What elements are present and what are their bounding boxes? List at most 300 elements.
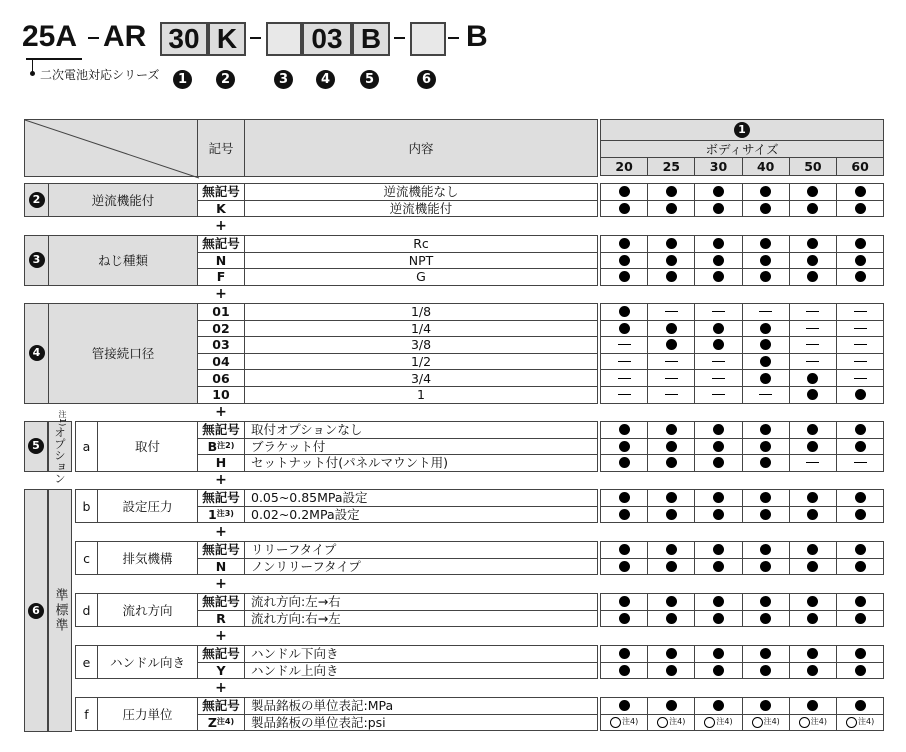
option-vertical-label xyxy=(54,410,66,484)
content-cell: 取付オプションなし xyxy=(244,421,598,439)
not-available-dash-icon xyxy=(665,361,678,362)
available-dot-icon xyxy=(760,203,771,214)
size-cell-40 xyxy=(742,593,790,611)
open-circle-icon xyxy=(846,717,857,728)
available-dot-icon xyxy=(807,441,818,452)
size-cell-60 xyxy=(836,714,884,732)
available-dot-icon xyxy=(713,457,724,468)
size-cell-20 xyxy=(600,268,648,286)
size-cell-60 xyxy=(836,369,884,387)
available-dot-icon xyxy=(855,186,866,197)
code-cell xyxy=(197,353,245,371)
size-cell-25 xyxy=(647,235,695,253)
standard-badge-cell xyxy=(24,489,48,732)
size-cell-40 xyxy=(742,336,790,354)
size-cell-40 xyxy=(742,541,790,559)
not-available-dash-icon xyxy=(806,462,819,463)
not-available-dash-icon xyxy=(712,311,725,312)
size-cell-25 xyxy=(647,645,695,663)
size-cell-20 xyxy=(600,353,648,371)
group-badge-cell xyxy=(24,303,49,404)
available-dot-icon xyxy=(807,509,818,520)
size-cell-20 xyxy=(600,489,648,507)
not-available-dash-icon xyxy=(854,361,867,362)
available-dot-icon xyxy=(619,613,630,624)
size-cell-30 xyxy=(694,714,742,732)
badge-2: 2 xyxy=(216,70,235,89)
size-cell-30 xyxy=(694,645,742,663)
available-dot-icon xyxy=(855,665,866,676)
open-circle-icon xyxy=(752,717,763,728)
available-dot-icon xyxy=(619,700,630,711)
size-cell-20 xyxy=(600,235,648,253)
content-cell: 1 xyxy=(244,386,598,404)
code-cell xyxy=(197,454,245,472)
not-available-dash-icon xyxy=(806,344,819,345)
size-cell-25 xyxy=(647,438,695,456)
not-available-dash-icon xyxy=(759,311,772,312)
available-dot-icon xyxy=(666,509,677,520)
plus-sign: + xyxy=(215,576,227,593)
size-cell-30 xyxy=(694,541,742,559)
available-dot-icon xyxy=(807,203,818,214)
code-cell xyxy=(197,421,245,439)
content-cell: ノンリリーフタイプ xyxy=(244,558,598,576)
available-dot-icon xyxy=(666,424,677,435)
series-label: 二次電池対応シリーズ xyxy=(40,68,160,82)
size-cell-25 xyxy=(647,421,695,439)
available-dot-icon xyxy=(760,613,771,624)
open-circle-icon xyxy=(704,717,715,728)
code-cell xyxy=(197,320,245,338)
size-cell-60 xyxy=(836,320,884,338)
available-dot-icon xyxy=(760,596,771,607)
not-available-dash-icon xyxy=(618,361,631,362)
option-code: 06 xyxy=(212,370,230,386)
available-dot-icon xyxy=(807,665,818,676)
not-available-dash-icon xyxy=(854,344,867,345)
not-available-dash-icon xyxy=(759,394,772,395)
content-cell: G xyxy=(244,268,598,286)
option-code: 無記号 xyxy=(202,542,240,558)
size-cell-25 xyxy=(647,320,695,338)
not-available-dash-icon xyxy=(712,394,725,395)
size-cell-20 xyxy=(600,506,648,524)
code-cell xyxy=(197,541,245,559)
plus-sign: + xyxy=(215,524,227,541)
size-cell-40 xyxy=(742,558,790,576)
available-dot-icon xyxy=(760,665,771,676)
size-cell-40 xyxy=(742,714,790,732)
available-dot-icon xyxy=(855,596,866,607)
model-dash xyxy=(88,37,99,39)
size-cell-60 xyxy=(836,454,884,472)
semi-available-mark xyxy=(752,717,780,728)
option-code: N xyxy=(215,252,227,268)
available-dot-icon xyxy=(760,457,771,468)
size-cell-20 xyxy=(600,645,648,663)
note-ref: 注4) xyxy=(810,717,827,727)
content-cell: 3/4 xyxy=(244,369,598,387)
option-vlabel-cell xyxy=(48,409,72,484)
available-dot-icon xyxy=(619,544,630,555)
model-dash xyxy=(250,37,261,39)
group-name: 管接続口径 xyxy=(48,303,198,404)
size-cell-60 xyxy=(836,353,884,371)
code-note: 注4) xyxy=(216,717,235,727)
option-code: 1 xyxy=(208,506,217,522)
plus-sign: + xyxy=(215,218,227,234)
group-badge: 2 xyxy=(29,192,45,208)
option-code: N xyxy=(215,558,227,574)
available-dot-icon xyxy=(619,509,630,520)
size-cell-40 xyxy=(742,200,790,218)
not-available-dash-icon xyxy=(854,328,867,329)
available-dot-icon xyxy=(855,544,866,555)
code-cell xyxy=(197,183,245,201)
content-cell: セットナット付(パネルマウント用) xyxy=(244,454,598,472)
available-dot-icon xyxy=(807,424,818,435)
option-code: K xyxy=(216,200,226,216)
sub-name: ハンドル向き xyxy=(97,645,198,679)
available-dot-icon xyxy=(855,255,866,266)
available-dot-icon xyxy=(666,203,677,214)
available-dot-icon xyxy=(760,544,771,555)
size-cell-40 xyxy=(742,235,790,253)
size-cell-20 xyxy=(600,183,648,201)
group-badge: 6 xyxy=(28,603,44,619)
available-dot-icon xyxy=(807,596,818,607)
available-dot-icon xyxy=(713,271,724,282)
code-cell xyxy=(197,714,245,732)
size-cell-60 xyxy=(836,489,884,507)
sub-letter: a xyxy=(75,421,98,472)
size-cell-30 xyxy=(694,252,742,270)
semi-available-mark xyxy=(657,717,685,728)
size-cell-20 xyxy=(600,610,648,628)
group-name: 逆流機能付 xyxy=(48,183,198,217)
size-cell-30 xyxy=(694,697,742,715)
plus-sign: + xyxy=(215,404,227,420)
available-dot-icon xyxy=(713,596,724,607)
size-cell-40 xyxy=(742,645,790,663)
not-available-dash-icon xyxy=(618,344,631,345)
size-cell-60 xyxy=(836,645,884,663)
option-code: H xyxy=(215,455,227,471)
sub-name: 流れ方向 xyxy=(97,593,198,627)
size-cell-40 xyxy=(742,489,790,507)
available-dot-icon xyxy=(713,492,724,503)
size-cell-60 xyxy=(836,662,884,680)
available-dot-icon xyxy=(713,238,724,249)
option-code: R xyxy=(216,610,226,626)
option-code: F xyxy=(216,269,226,285)
available-dot-icon xyxy=(760,509,771,520)
port-code-box: 03 xyxy=(302,22,352,56)
size-cell-20 xyxy=(600,200,648,218)
open-circle-icon xyxy=(610,717,621,728)
size-cell-30 xyxy=(694,610,742,628)
option-code: 01 xyxy=(212,304,230,320)
size-cell-20 xyxy=(600,662,648,680)
content-cell: 1/2 xyxy=(244,353,598,371)
diagonal-line xyxy=(25,120,199,178)
size-cell-25 xyxy=(647,336,695,354)
option-code: 無記号 xyxy=(202,184,240,200)
not-available-dash-icon xyxy=(854,311,867,312)
semi-available-mark xyxy=(846,717,874,728)
sub-letter: c xyxy=(75,541,98,575)
size-cell-25 xyxy=(647,558,695,576)
not-available-dash-icon xyxy=(665,378,678,379)
size-cell-50 xyxy=(789,558,837,576)
group-name: ねじ種類 xyxy=(48,235,198,286)
available-dot-icon xyxy=(666,339,677,350)
size-cell-30 xyxy=(694,593,742,611)
size-cell-60 xyxy=(836,268,884,286)
code-note: 注3) xyxy=(216,509,234,519)
size-cell-25 xyxy=(647,369,695,387)
group-badge: 4 xyxy=(29,345,45,361)
available-dot-icon xyxy=(666,561,677,572)
available-dot-icon xyxy=(855,648,866,659)
size-cell-30 xyxy=(694,353,742,371)
size-cell-25 xyxy=(647,489,695,507)
available-dot-icon xyxy=(619,561,630,572)
size-cell-30 xyxy=(694,421,742,439)
header-size-60: 60 xyxy=(836,157,884,176)
available-dot-icon xyxy=(760,238,771,249)
size-cell-20 xyxy=(600,558,648,576)
size-cell-60 xyxy=(836,593,884,611)
header-content: 内容 xyxy=(244,119,598,177)
available-dot-icon xyxy=(713,255,724,266)
not-available-dash-icon xyxy=(712,378,725,379)
available-dot-icon xyxy=(666,596,677,607)
size-cell-40 xyxy=(742,268,790,286)
size-cell-30 xyxy=(694,369,742,387)
note-ref: 注4) xyxy=(763,717,780,727)
available-dot-icon xyxy=(807,613,818,624)
not-available-dash-icon xyxy=(806,361,819,362)
size-cell-60 xyxy=(836,303,884,321)
size-cell-40 xyxy=(742,303,790,321)
plus-sign: + xyxy=(215,472,227,488)
size-cell-20 xyxy=(600,252,648,270)
size-cell-25 xyxy=(647,610,695,628)
content-cell: ブラケット付 xyxy=(244,438,598,456)
available-dot-icon xyxy=(713,441,724,452)
standard-vlabel-cell xyxy=(48,489,72,732)
available-dot-icon xyxy=(713,424,724,435)
badge-5: 5 xyxy=(360,70,379,89)
size-cell-40 xyxy=(742,454,790,472)
content-cell: 流れ方向:左→右 xyxy=(244,593,598,611)
leader-dot xyxy=(30,71,35,76)
not-available-dash-icon xyxy=(854,378,867,379)
size-cell-30 xyxy=(694,336,742,354)
size-cell-25 xyxy=(647,454,695,472)
size-cell-30 xyxy=(694,320,742,338)
option-code: Y xyxy=(216,662,226,678)
size-cell-60 xyxy=(836,610,884,628)
size-cell-40 xyxy=(742,662,790,680)
available-dot-icon xyxy=(666,457,677,468)
size-cell-30 xyxy=(694,235,742,253)
option-code: 無記号 xyxy=(202,422,240,438)
size-cell-50 xyxy=(789,353,837,371)
size-cell-60 xyxy=(836,541,884,559)
header-size-50: 50 xyxy=(789,157,837,176)
size-cell-40 xyxy=(742,183,790,201)
available-dot-icon xyxy=(666,255,677,266)
available-dot-icon xyxy=(760,700,771,711)
sub-letter: f xyxy=(75,697,98,731)
available-dot-icon xyxy=(713,700,724,711)
option-name: 取付 xyxy=(97,421,198,472)
available-dot-icon xyxy=(855,509,866,520)
size-cell-40 xyxy=(742,386,790,404)
available-dot-icon xyxy=(619,203,630,214)
size-cell-50 xyxy=(789,610,837,628)
code-cell xyxy=(197,558,245,576)
available-dot-icon xyxy=(760,373,771,384)
available-dot-icon xyxy=(807,271,818,282)
size-cell-60 xyxy=(836,697,884,715)
available-dot-icon xyxy=(760,648,771,659)
thread-code-box: K xyxy=(208,22,246,56)
size-cell-40 xyxy=(742,610,790,628)
option-label-text: オプション xyxy=(53,425,67,484)
size-cell-60 xyxy=(836,438,884,456)
available-dot-icon xyxy=(619,271,630,282)
size-cell-60 xyxy=(836,252,884,270)
available-dot-icon xyxy=(666,238,677,249)
size-cell-50 xyxy=(789,303,837,321)
option-code: 10 xyxy=(212,387,230,403)
size-cell-60 xyxy=(836,183,884,201)
available-dot-icon xyxy=(807,700,818,711)
not-available-dash-icon xyxy=(712,361,725,362)
size-cell-25 xyxy=(647,506,695,524)
option-code: 04 xyxy=(212,354,230,370)
size-cell-20 xyxy=(600,336,648,354)
available-dot-icon xyxy=(713,339,724,350)
content-cell: 逆流機能なし xyxy=(244,183,598,201)
content-cell: 逆流機能付 xyxy=(244,200,598,218)
size-cell-50 xyxy=(789,645,837,663)
available-dot-icon xyxy=(713,613,724,624)
size-cell-20 xyxy=(600,541,648,559)
available-dot-icon xyxy=(713,186,724,197)
available-dot-icon xyxy=(666,700,677,711)
body-size-box: 30 xyxy=(160,22,208,56)
note-ref: 注4) xyxy=(669,717,686,727)
available-dot-icon xyxy=(713,509,724,520)
sub-letter: b xyxy=(75,489,98,523)
size-cell-50 xyxy=(789,454,837,472)
available-dot-icon xyxy=(619,424,630,435)
option-label-note: 注1) xyxy=(58,409,67,426)
size-cell-30 xyxy=(694,303,742,321)
size-cell-30 xyxy=(694,662,742,680)
available-dot-icon xyxy=(713,544,724,555)
sub-letter: d xyxy=(75,593,98,627)
size-cell-60 xyxy=(836,386,884,404)
size-cell-20 xyxy=(600,320,648,338)
header-size-20: 20 xyxy=(600,157,648,176)
badge-6: 6 xyxy=(417,70,436,89)
size-cell-40 xyxy=(742,506,790,524)
size-cell-60 xyxy=(836,336,884,354)
group-badge-cell xyxy=(24,183,49,217)
size-cell-40 xyxy=(742,320,790,338)
sub-name: 圧力単位 xyxy=(97,697,198,731)
available-dot-icon xyxy=(666,441,677,452)
not-available-dash-icon xyxy=(665,394,678,395)
size-cell-25 xyxy=(647,353,695,371)
available-dot-icon xyxy=(807,389,818,400)
available-dot-icon xyxy=(713,648,724,659)
sub-name: 設定圧力 xyxy=(97,489,198,523)
available-dot-icon xyxy=(713,665,724,676)
header-body-size: ボディサイズ xyxy=(600,140,884,158)
available-dot-icon xyxy=(666,492,677,503)
header-size-40: 40 xyxy=(742,157,790,176)
size-cell-50 xyxy=(789,235,837,253)
size-cell-20 xyxy=(600,593,648,611)
size-cell-25 xyxy=(647,662,695,680)
option-badge-cell xyxy=(24,421,48,472)
option-code: 無記号 xyxy=(202,236,240,252)
size-cell-50 xyxy=(789,320,837,338)
size-cell-40 xyxy=(742,252,790,270)
size-cell-50 xyxy=(789,386,837,404)
available-dot-icon xyxy=(760,339,771,350)
size-cell-25 xyxy=(647,200,695,218)
code-cell xyxy=(197,438,245,456)
option-code: 無記号 xyxy=(202,490,240,506)
size-cell-60 xyxy=(836,421,884,439)
size-cell-20 xyxy=(600,369,648,387)
available-dot-icon xyxy=(855,271,866,282)
available-dot-icon xyxy=(666,271,677,282)
code-cell xyxy=(197,489,245,507)
open-circle-icon xyxy=(657,717,668,728)
available-dot-icon xyxy=(760,186,771,197)
note-ref: 注4) xyxy=(621,717,639,727)
available-dot-icon xyxy=(619,186,630,197)
model-suffix: B xyxy=(466,20,488,53)
content-cell: 1/4 xyxy=(244,320,598,338)
available-dot-icon xyxy=(807,492,818,503)
size-cell-30 xyxy=(694,183,742,201)
size-cell-50 xyxy=(789,541,837,559)
size-cell-50 xyxy=(789,662,837,680)
available-dot-icon xyxy=(760,271,771,282)
available-dot-icon xyxy=(807,238,818,249)
available-dot-icon xyxy=(713,561,724,572)
content-cell: ハンドル下向き xyxy=(244,645,598,663)
size-cell-50 xyxy=(789,714,837,732)
available-dot-icon xyxy=(807,255,818,266)
available-dot-icon xyxy=(619,306,630,317)
available-dot-icon xyxy=(619,441,630,452)
content-cell: 製品銘板の単位表記:psi xyxy=(244,714,598,732)
semi-available-mark xyxy=(610,717,638,728)
code-cell xyxy=(197,369,245,387)
option-code: 無記号 xyxy=(202,646,240,662)
